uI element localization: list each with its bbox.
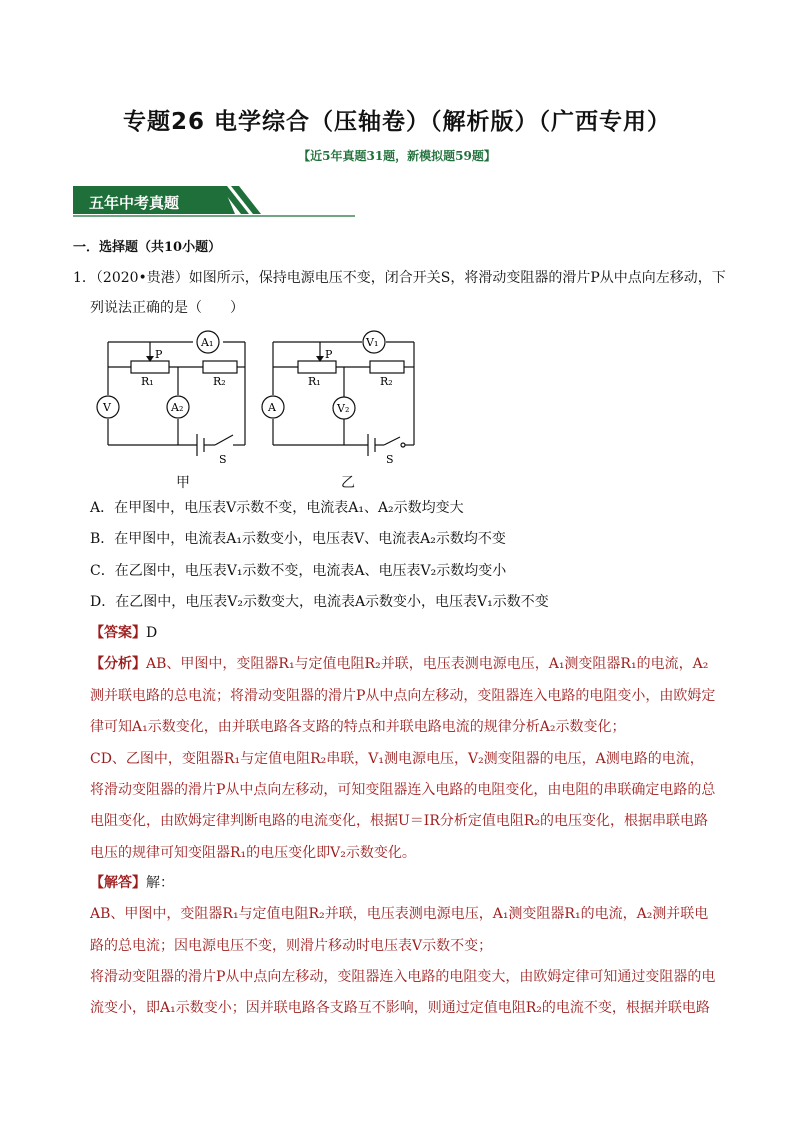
label-R2: R₂	[380, 375, 393, 388]
figure-label-yi: 乙	[341, 475, 355, 491]
option-a: A．在甲图中，电压表V示数不变，电流表A₁、A₂示数均变大	[90, 500, 464, 516]
question-line-2: 列说法正确的是（ ）	[90, 300, 244, 316]
label-V: V	[103, 401, 111, 414]
answer-row	[90, 625, 157, 641]
solution-suffix: 解：	[146, 875, 174, 891]
page-subtitle: 【近5年真题31题，新模拟题59题】	[298, 149, 496, 163]
option-d: D．在乙图中，电压表V₂示数变大，电流表A示数变小，电压表V₁示数不变	[90, 594, 549, 610]
analysis-line-5: 将滑动变阻器的滑片P从中点向左移动，可知变阻器连入电路的电阻变化，由电阻的串联确定电路的总	[90, 782, 716, 798]
answer-value: D	[146, 625, 158, 641]
section-heading: 一．选择题（共10小题）	[73, 240, 222, 255]
label-A2: A₂	[171, 401, 184, 414]
circuit-diagram-yi	[258, 330, 423, 465]
solution-header	[90, 875, 174, 891]
option-b: B．在甲图中，电流表A₁示数变小，电压表V、电流表A₂示数均不变	[90, 531, 506, 547]
analysis-line-1	[90, 656, 708, 672]
circuit-diagram-jia	[93, 330, 253, 465]
label-R2: R₂	[213, 375, 226, 388]
page-title: 专题26 电学综合（压轴卷）（解析版）（广西专用）	[122, 109, 671, 135]
label-V2: V₂	[337, 402, 350, 415]
banner-label: 五年中考真题	[89, 194, 180, 212]
analysis-line-4: CD、乙图中，变阻器R₁与定值电阻R₂串联，V₁测电源电压，V₂测变阻器的电压，A测电路的电流，	[90, 751, 704, 767]
analysis-line-6: 电阻变化，由欧姆定律判断电路的电流变化，根据U＝IR分析定值电阻R₂的电压变化，根据串联电路	[90, 813, 709, 829]
analysis-text-1: AB、甲图中，变阻器R₁与定值电阻R₂并联，电压表测电源电压，A₁测变阻器R₁的电流，A₂	[146, 656, 709, 672]
analysis-line-3: 律可知A₁示数变化，由并联电路各支路的特点和并联电路电流的规律分析A₂示数变化；	[90, 719, 626, 735]
solution-tag: 【解答】	[90, 875, 146, 891]
label-P: P	[325, 348, 333, 361]
label-R1: R₁	[141, 375, 154, 388]
question-line-1: 1．（2020•贵港）如图所示，保持电源电压不变，闭合开关S，将滑动变阻器的滑片P从中点向左移动，下	[73, 270, 726, 286]
label-V1: V₁	[366, 336, 379, 349]
label-S: S	[386, 453, 394, 465]
solution-line-4: 流变小，即A₁示数变小；因并联电路各支路互不影响，则通过定值电阻R₂的电流不变，根据并联电路	[90, 1000, 710, 1016]
solution-line-1: AB、甲图中，变阻器R₁与定值电阻R₂并联，电压表测电源电压，A₁测变阻器R₁的电流，A₂测并联电	[90, 906, 709, 922]
label-S: S	[219, 453, 227, 465]
analysis-line-2: 测并联电路的总电流；将滑动变阻器的滑片P从中点向左移动，变阻器连入电路的电阻变小，由欧姆定	[90, 688, 716, 704]
figure-label-jia: 甲	[176, 475, 190, 491]
label-A: A	[268, 401, 276, 414]
label-P: P	[155, 348, 163, 361]
solution-line-3: 将滑动变阻器的滑片P从中点向左移动，变阻器连入电路的电阻变大，由欧姆定律可知通过变阻器的电	[90, 969, 716, 985]
option-c: C．在乙图中，电压表V₁示数不变，电流表A、电压表V₂示数均变小	[90, 563, 507, 579]
analysis-line-7: 电压的规律可知变阻器R₁的电压变化即V₂示数变化。	[90, 845, 416, 861]
analysis-tag: 【分析】	[90, 656, 146, 672]
solution-line-2: 路的总电流；因电源电压不变，则滑片移动时电压表V示数不变；	[90, 938, 493, 954]
answer-tag: 【答案】	[90, 625, 146, 641]
label-A1: A₁	[201, 336, 214, 349]
section-banner	[73, 186, 355, 218]
label-R1: R₁	[308, 375, 321, 388]
